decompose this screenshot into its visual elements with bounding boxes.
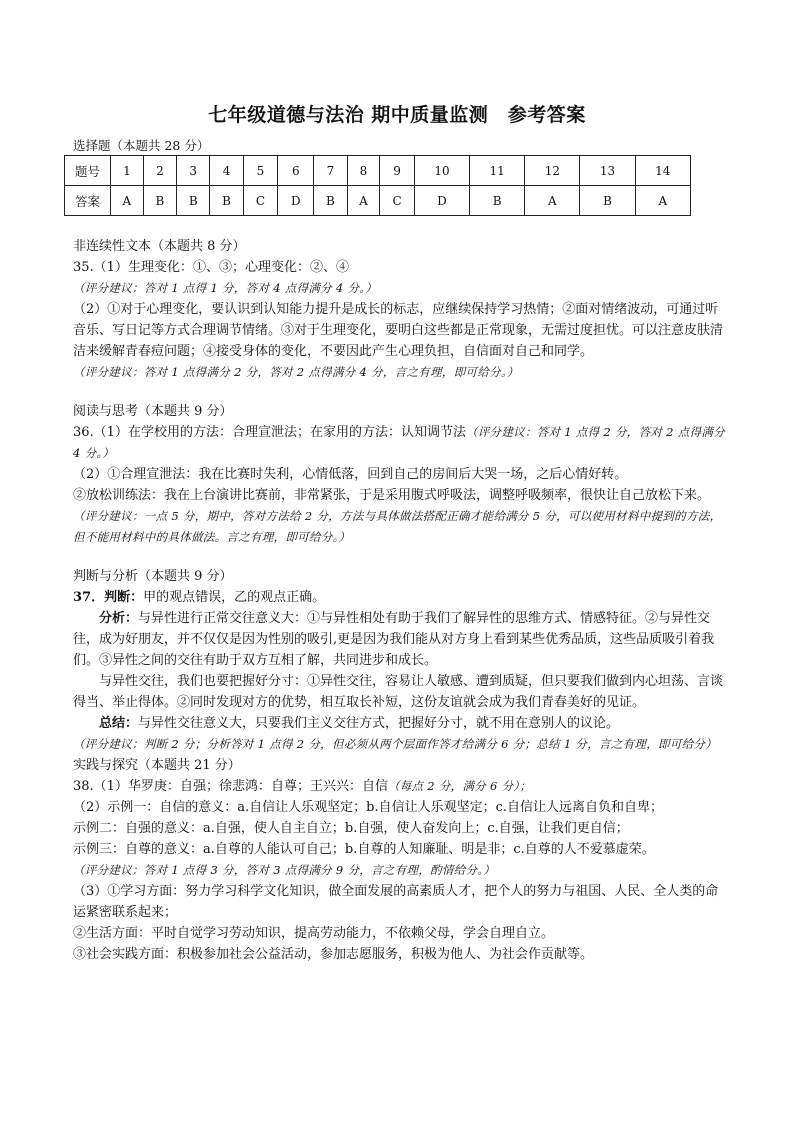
answer-cell: A — [525, 186, 580, 216]
section-heading: 判断与分析（本题共 9 分） — [73, 569, 233, 584]
question-number: 5 — [243, 156, 278, 186]
answer-cell: B — [580, 186, 635, 216]
answer-38-3a: （3）①学习方面：努力学习科学文化知识，做全面发展的高素质人才，把个人的努力与祖国、人民、全人类的命运紧密联系起来； — [73, 884, 719, 920]
answer-cell: B — [177, 186, 210, 216]
analysis-text: 与异性进行正常交往意义大：①与异性相处有助于我们了解异性的思维方式、情感特征。②与异性交往，成为好朋友，并不仅仅是因为性别的吸引,更是因为我们能从对方身上看到某些优秀品质，这些品质吸引着我们。③异性之间的交往有助于双方互相了解，共同进步和成长。 — [73, 611, 715, 668]
answer-38-3c: ③社会实践方面：积极参加社会公益活动，参加志愿服务，积极为他人、为社会作贡献等。 — [73, 947, 594, 962]
answer-38-2-example2: 示例二：自强的意义：a.自强，使人自主自立；b.自强，使人奋发向上；c.自强，让我们更自信； — [73, 821, 629, 836]
section-heading: 实践与探究（本题共 21 分） — [73, 758, 241, 773]
row-label-answer: 答案 — [65, 186, 111, 216]
answer-37-para2: 与异性交往，我们也要把握好分寸：①异性交往，容易让人敏感、遭到质疑，但只要我们做到内心坦荡、言谈得当、举止得体。②同时发现对方的优势，相互取长补短，这份友谊就会成为我们青春美好的见证。 — [73, 674, 724, 710]
scoring-note: （评分建议：答对 1 点得 2 分，答对 2 点得满分 4 分。） — [73, 425, 725, 460]
section-heading: 非连续性文本（本题共 8 分） — [73, 239, 246, 254]
question-number: 7 — [314, 156, 347, 186]
answer-cell: A — [635, 186, 690, 216]
question-number: 4 — [210, 156, 243, 186]
judgement-label: 37．判断： — [73, 590, 144, 605]
answer-36-1-text: 36.（1）在学校用的方法：合理宣泄法；在家用的方法：认知调节法 — [73, 425, 466, 440]
answer-37-analysis — [73, 608, 725, 671]
answer-35-2: （2）①对于心理变化，要认识到认知能力提升是成长的标志，应继续保持学习热情；②面对情绪波动，可通过听音乐、写日记等方式合理调节情绪。③对于生理变化，要明白这些都是正常现象，无需过度担忧。可以注意皮肤清洁来缓解青春痘问题；④接受身体的变化，不要因此产生心理负担，自信面对自己和同学。 — [73, 302, 724, 359]
scoring-note: （评分建议：答对 1 点得满分 2 分，答对 2 点得满分 4 分，言之有理，即可给分。） — [73, 365, 519, 379]
answer-38-1 — [73, 776, 725, 797]
question-number: 11 — [470, 156, 525, 186]
answer-cell: B — [210, 186, 243, 216]
answer-row — [65, 186, 691, 216]
answer-table — [64, 155, 691, 216]
answer-cell: D — [414, 186, 469, 216]
answer-36-1 — [73, 422, 725, 464]
answer-37-summary — [73, 713, 725, 734]
scoring-note: （每点 2 分，满分 6 分）； — [387, 779, 532, 793]
answer-36-2a: （2）①合理宣泄法：我在比赛时失利，心情低落，回到自己的房间后大哭一场，之后心情好转。 — [73, 467, 628, 482]
answer-cell: D — [278, 186, 314, 216]
question-number: 9 — [380, 156, 415, 186]
answer-cell: B — [314, 186, 347, 216]
answer-38-2-example3: 示例三：自尊的意义：a.自尊的人能认可自己；b.自尊的人知廉耻、明是非；c.自尊的人不爱慕虚荣。 — [73, 842, 655, 857]
question-number: 8 — [347, 156, 380, 186]
question-number: 1 — [111, 156, 144, 186]
page-title: 七年级道德与法治 期中质量监测 参考答案 — [208, 104, 586, 126]
answer-35-1: 35.（1）生理变化：①、③；心理变化：②、④ — [73, 260, 349, 275]
answer-38-1-text: 38.（1）华罗庚：自强；徐悲鸿：自尊；王兴兴：自信 — [73, 779, 388, 794]
question-number-row — [65, 156, 691, 186]
question-number: 12 — [525, 156, 580, 186]
mc-section-heading: 选择题（本题共 28 分） — [73, 138, 210, 153]
summary-label: 总结： — [99, 716, 139, 731]
question-number: 3 — [177, 156, 210, 186]
answer-cell: B — [470, 186, 525, 216]
question-number: 6 — [278, 156, 314, 186]
answer-38-2-example1: （2）示例一：自信的意义：a.自信让人乐观坚定；b.自信让人乐观坚定；c.自信让人远离自负和自卑； — [73, 800, 664, 815]
question-number: 10 — [414, 156, 469, 186]
answer-cell: A — [111, 186, 144, 216]
answer-37-judgement — [73, 587, 725, 608]
answer-36-2b: ②放松训练法：我在上台演讲比赛前，非常紧张，于是采用腹式呼吸法，调整呼吸频率，很快让自己放松下来。 — [73, 488, 711, 503]
section-heading: 阅读与思考（本题共 9 分） — [73, 404, 233, 419]
scoring-note: （评分建议：答对 1 点得 3 分，答对 3 点得满分 9 分，言之有理，酌情给分。） — [73, 863, 496, 877]
question-number: 14 — [635, 156, 690, 186]
scoring-note: （评分建议：答对 1 点得 1 分，答对 4 点得满分 4 分。） — [73, 281, 378, 295]
answer-cell: A — [347, 186, 380, 216]
judgement-text: 甲的观点错误，乙的观点正确。 — [143, 590, 326, 605]
scoring-note: （评分建议：一点 5 分，期中，答对方法给 2 分，方法与具体做法搭配正确才能给满分 5 分，可以使用材料中提到的方法，但不能用材料中的具体做法。言之有理，即可给分。） — [73, 509, 722, 544]
summary-text: 与异性交往意义大，只要我们主义交往方式，把握好分寸，就不用在意别人的议论。 — [138, 716, 620, 731]
answer-content — [73, 236, 725, 965]
scoring-note: （评分建议：判断 2 分；分析答对 1 点得 2 分，但必须从两个层面作答才给满分 6 分；总结 1 分，言之有理，即可给分） — [73, 737, 718, 751]
answer-38-3b: ②生活方面：平时自觉学习劳动知识，提高劳动能力，不依赖父母，学会自理自立。 — [73, 926, 555, 941]
question-number: 2 — [143, 156, 176, 186]
answer-cell: C — [380, 186, 415, 216]
answer-cell: B — [143, 186, 176, 216]
row-label-question: 题号 — [65, 156, 111, 186]
answer-cell: C — [243, 186, 278, 216]
analysis-label: 分析： — [99, 611, 139, 626]
question-number: 13 — [580, 156, 635, 186]
